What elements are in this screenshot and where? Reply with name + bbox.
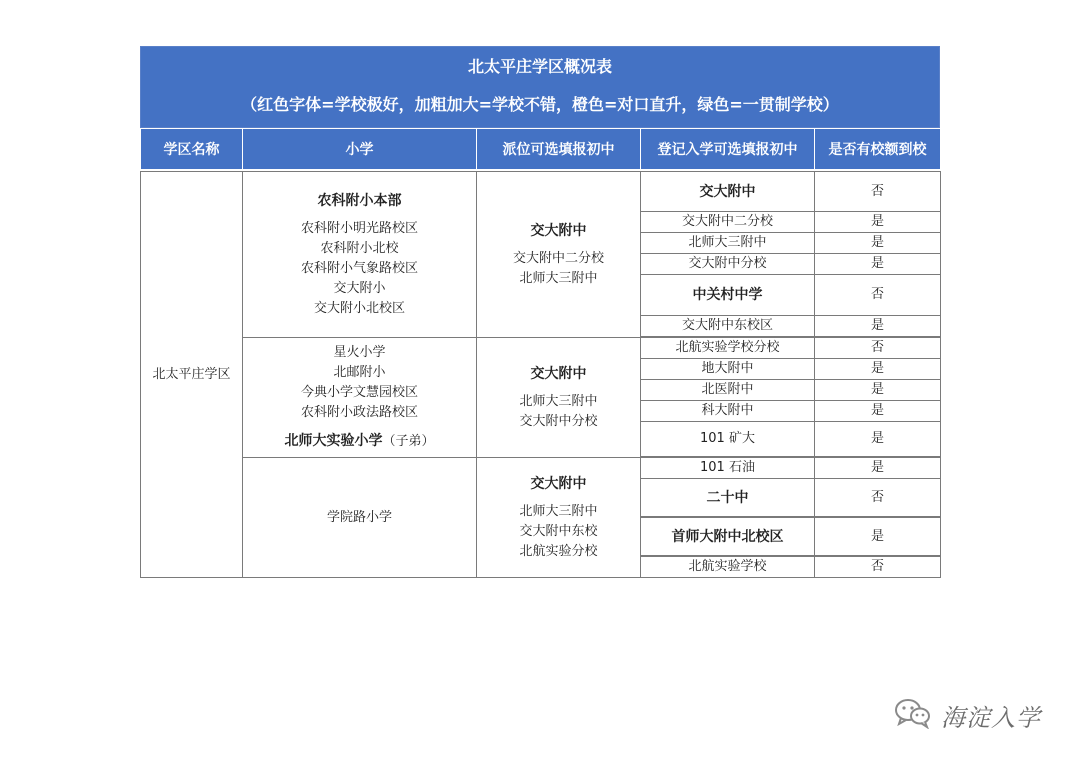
reg-quota: 是 xyxy=(815,233,941,254)
primary-item: 农科附小北校 xyxy=(320,240,399,256)
primary-item: 农科附小气象路校区 xyxy=(300,260,418,276)
reg-school: 101 石油 xyxy=(641,458,815,479)
reg-school: 北航实验学校 xyxy=(641,557,815,578)
lottery-main: 交大附中 xyxy=(530,365,587,382)
primary-item: 农科附小明光路校区 xyxy=(300,220,418,236)
reg-quota: 否 xyxy=(815,275,941,316)
table-legend: （红色字体=学校极好，加粗加大=学校不错，橙色=对口直升，绿色=一贯制学校） xyxy=(241,95,839,114)
reg-quota: 否 xyxy=(815,338,941,359)
reg-quota: 是 xyxy=(815,422,941,457)
reg-school: 地大附中 xyxy=(641,359,815,380)
reg-school: 二十中 xyxy=(641,479,815,517)
header-registration: 登记入学可选填报初中 xyxy=(641,129,815,170)
reg-quota: 是 xyxy=(815,316,941,337)
reg-quota: 是 xyxy=(815,359,941,380)
lottery-main: 交大附中 xyxy=(530,222,587,239)
reg-quota: 是 xyxy=(815,458,941,479)
reg-school: 科大附中 xyxy=(641,401,815,422)
reg-school: 101 矿大 xyxy=(641,422,815,457)
lottery-item: 北师大三附中 xyxy=(519,270,598,286)
lottery-item: 北师大三附中 xyxy=(519,393,598,409)
primary-note: （子弟） xyxy=(382,434,435,449)
lottery-item: 交大附中二分校 xyxy=(512,250,604,266)
wechat-icon xyxy=(893,697,933,733)
watermark xyxy=(893,697,1041,733)
district-table xyxy=(140,46,940,578)
table-row xyxy=(141,172,941,212)
reg-school: 交大附中 xyxy=(641,172,815,212)
lottery-item: 北师大三附中 xyxy=(519,503,598,519)
header-primary: 小学 xyxy=(243,129,477,170)
reg-school: 中关村中学 xyxy=(641,275,815,316)
schools-table xyxy=(140,128,941,578)
watermark-text: 海淀入学 xyxy=(941,703,1041,732)
primary-item: 星火小学 xyxy=(333,345,386,360)
reg-quota: 是 xyxy=(815,212,941,233)
reg-quota: 否 xyxy=(815,479,941,517)
group3-primary xyxy=(243,458,477,578)
reg-quota: 是 xyxy=(815,401,941,422)
reg-school: 交大附中东校区 xyxy=(641,316,815,337)
primary-bold: 农科附小本部 xyxy=(317,192,402,209)
primary-item: 交大附小北校区 xyxy=(313,300,405,316)
table-row xyxy=(141,338,941,359)
table-title: 北太平庄学区概况表 xyxy=(467,57,612,76)
reg-school: 北师大三附中 xyxy=(641,233,815,254)
group1-lottery xyxy=(477,172,641,338)
primary-item: 学院路小学 xyxy=(326,509,392,525)
header-lottery: 派位可选填报初中 xyxy=(477,129,641,170)
group2-primary xyxy=(243,338,477,458)
reg-school: 北航实验学校分校 xyxy=(641,338,815,359)
group3-lottery xyxy=(477,458,641,578)
lottery-main: 交大附中 xyxy=(530,475,587,492)
group1-primary xyxy=(243,172,477,338)
reg-school: 交大附中分校 xyxy=(641,254,815,275)
header-row xyxy=(141,129,941,170)
reg-quota: 否 xyxy=(815,172,941,212)
lottery-item: 交大附中东校 xyxy=(519,523,598,539)
primary-item: 农科附小政法路校区 xyxy=(300,405,418,420)
reg-quota: 否 xyxy=(815,557,941,578)
primary-item: 北邮附小 xyxy=(333,365,386,380)
reg-school: 首师大附中北校区 xyxy=(641,518,815,556)
reg-quota: 是 xyxy=(815,254,941,275)
header-district: 学区名称 xyxy=(141,129,243,170)
table-row xyxy=(141,458,941,479)
primary-bold-line xyxy=(243,431,476,452)
group2-lottery xyxy=(477,338,641,458)
district-name: 北太平庄学区 xyxy=(141,172,243,578)
lottery-item: 北航实验分校 xyxy=(519,543,598,559)
primary-bold: 北师大实验小学 xyxy=(284,433,383,449)
header-quota: 是否有校额到校 xyxy=(815,129,941,170)
table-banner xyxy=(140,46,940,128)
reg-school: 北医附中 xyxy=(641,380,815,401)
primary-item: 今典小学文慧园校区 xyxy=(300,385,418,400)
primary-item: 交大附小 xyxy=(333,280,386,296)
reg-quota: 是 xyxy=(815,380,941,401)
reg-school: 交大附中二分校 xyxy=(641,212,815,233)
reg-quota: 是 xyxy=(815,518,941,556)
lottery-item: 交大附中分校 xyxy=(519,413,598,429)
